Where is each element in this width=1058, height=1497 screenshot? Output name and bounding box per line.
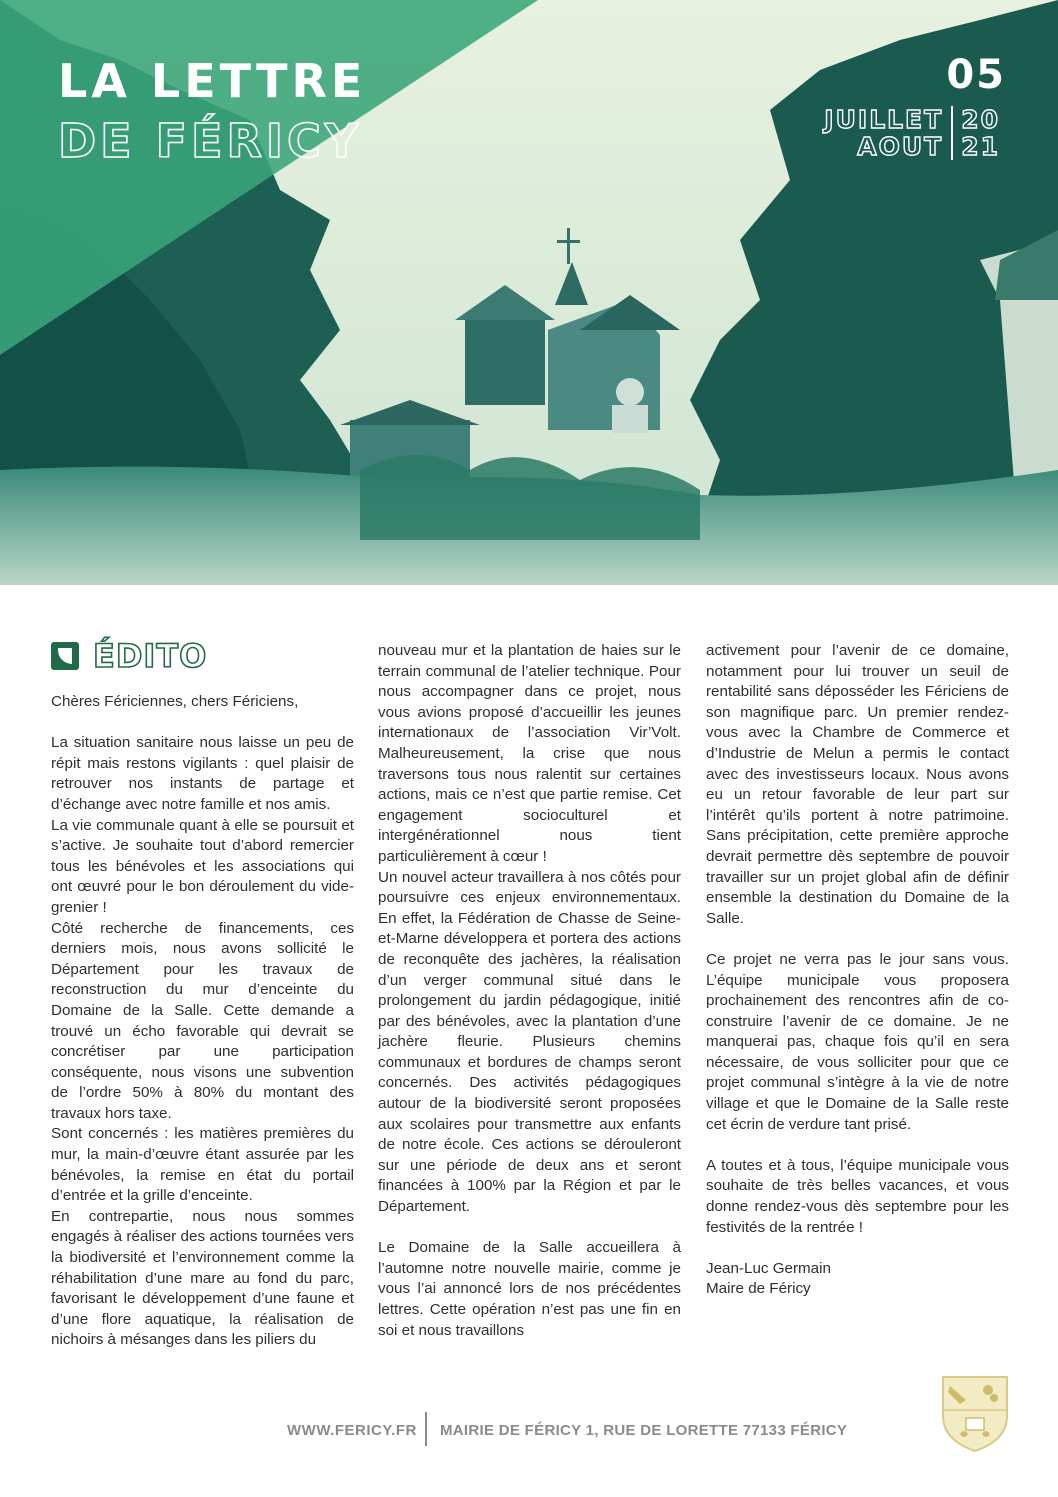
edito-greeting: Chères Fériciennes, chers Fériciens, (51, 693, 299, 710)
page-footer (0, 1412, 1058, 1452)
edito-paragraph: Un nouvel acteur travaillera à nos côtés pour poursuivre ces enjeux environnementaux. En effet, la Fédération de Chasse de Seine-et-Marne développera et portera des actions de reconquête des jachères, la réalisation d’un verger communal situé dans le prolongement du jardin pédagogique, initié par des bénévoles, avec la plantation d’une jachère fleurie. Plusieurs chemins communaux et bordures de champs seront concernés. Des activités pédagogiques autour de la biodiversité seront proposées aux scolaires pour transmettre aux enfants de notre école. Ces actions se dérouleront sur une période de deux ans et seront financées à 100% par la Région et par le Département. (378, 868, 681, 1216)
signature-name: Jean-Luc Germain (706, 1259, 831, 1277)
issue-month-1: JUILLET (824, 105, 944, 134)
footer-divider (425, 1412, 427, 1446)
edito-heading (51, 637, 207, 675)
edito-icon (51, 642, 79, 670)
issue-number: 05 (946, 52, 1006, 98)
edito-paragraph: activement pour l’avenir de ce domaine, notamment pour lui trouver un seuil de rentabilité sans déposséder les Fériciens de son magnifique parc. Un premier rendez-vous avec la Chambre de Commerce et d’Industrie de Melun a permis le contact avec des investisseurs locaux. Nous avons eu un retour favorable de leur part sur l’intérêt qu’ils portent à notre patrimoine. Sans précipitation, cette première approche devrait permettre dès septembre de pouvoir travailler sur un projet global afin de définir ensemble la destination du Domaine de la Salle. (706, 642, 1009, 927)
website-link[interactable]: WWW.FERICY.FR (287, 1422, 417, 1439)
town-hall-address: MAIRIE DE FÉRICY 1, RUE DE LORETTE 77133 FÉRICY (440, 1422, 848, 1439)
edito-paragraph: Sont concernés : les matières premières du mur, la main-d’œuvre étant assurée par les bénévoles, la remise en état du portail d’entrée et la grille d’enceinte. (51, 1125, 354, 1205)
issue-months (824, 106, 951, 160)
edito-column-2 (378, 641, 681, 1341)
issue-year-part-2: 21 (961, 132, 1000, 161)
edito-title: ÉDITO (93, 637, 208, 675)
signature-title: Maire de Féricy (706, 1280, 811, 1298)
edito-paragraph: Côté recherche de financements, ces derniers mois, nous avons sollicité le Département pour les travaux de reconstruction du mur d’enceinte du Domaine de la Salle. Cette demande a trouvé un écho favorable qui devrait se concrétiser par une participation conséquente, nous visons une subvention de l’ordre 50% à 80% du montant des travaux hors taxe. (51, 919, 354, 1122)
edito-paragraph: La vie communale quant à elle se poursuit et s’active. Je souhaite tout d’abord remercier tous les bénévoles et les associations qui ont œuvré pour le bon déroulement du vide-grenier ! (51, 816, 354, 916)
newsletter-title-line2: DE FÉRICY (58, 114, 363, 168)
issue-year-part-1: 20 (961, 105, 1000, 134)
edito-paragraph: En contrepartie, nous nous sommes engagés à réaliser des actions tournées vers la biodiversité et l’environnement comme la réhabilitation d’une mare au fond du parc, favorisant le développement d’une faune et d’une flore aquatique, la réalisation de nichoirs à mésanges dans les piliers du (51, 1207, 354, 1349)
edito-column-1 (51, 692, 354, 1351)
edito-paragraph: La situation sanitaire nous laisse un peu de répit mais restons vigilants : quel plaisir de retrouver nos instants de partage et d’échange avec notre famille et nos amis. (51, 734, 354, 813)
issue-year (953, 106, 1000, 160)
edito-paragraph: Le Domaine de la Salle accueillera à l’automne notre nouvelle mairie, comme je vous l’ai annoncé lors de nos précédentes lettres. Cette opération n’est pas une fin en soi et nous travaillons (378, 1239, 681, 1339)
issue-month-2: AOUT (857, 132, 944, 161)
newsletter-title-line1: LA LETTRE (58, 54, 367, 108)
issue-date (824, 106, 1000, 160)
edito-paragraph: Ce projet ne verra pas le jour sans vous. L’équipe municipale vous proposera prochainement des rencontres afin de co-construire l’avenir de ce domaine. Je ne manquerai pas, chaque fois qu’il en sera nécessaire, de vous solliciter pour que ce projet communal s’intègre à la vie de notre village et que le Domaine de la Salle reste cet écrin de verdure tant prisé. (706, 950, 1009, 1133)
hero-banner (0, 0, 1058, 585)
edito-paragraph: nouveau mur et la plantation de haies sur le terrain communal de l’atelier technique. Pour nous accompagner dans ce projet, nous vous avions proposé d’accueillir les jeunes internationaux de l’association Vir’Volt. Malheureusement, la crise que nous traversons tous nous ralentit sur certaines actions, mais ce n’est que partie remise. Cet engagement socioculturel et intergénérationnel nous tient particulièrement à cœur ! (378, 642, 681, 865)
edito-column-3 (706, 641, 1009, 1300)
edito-paragraph: A toutes et à tous, l’équipe municipale vous souhaite de très belles vacances, et vous donne rendez-vous dès septembre pour les festivités de la rentrée ! (706, 1156, 1009, 1236)
